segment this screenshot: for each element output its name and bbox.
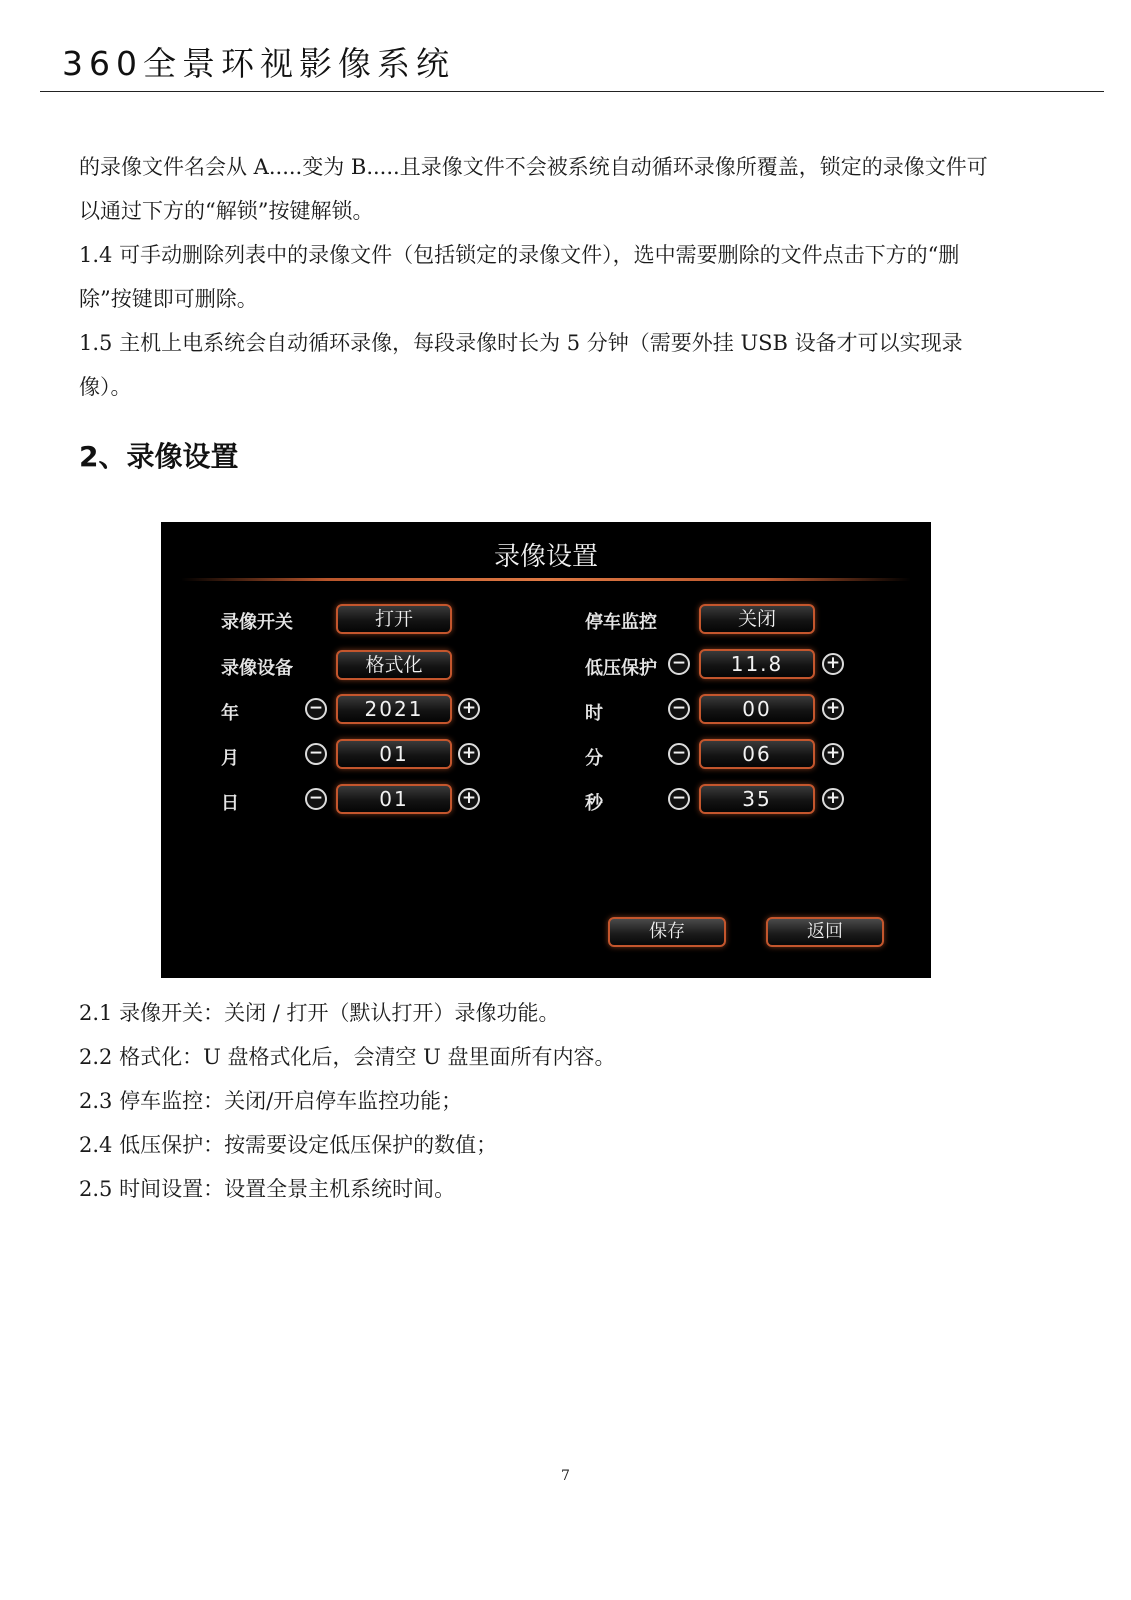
minute-label: 分 bbox=[585, 748, 603, 769]
parking-monitor-label: 停车监控 bbox=[585, 612, 657, 633]
page-number: 7 bbox=[561, 1468, 570, 1484]
note-item: 2.5 时间设置：设置全景主机系统时间。 bbox=[79, 1177, 456, 1201]
intro-paragraph: 1.5 主机上电系统会自动循环录像，每段录像时长为 5 分钟（需要外挂 USB 设备才可以实现录 bbox=[79, 331, 963, 355]
document-header-title: 360全景环视影像系统 bbox=[62, 44, 455, 83]
year-decrement-button[interactable]: − bbox=[305, 698, 327, 720]
notes-text-block bbox=[79, 991, 1029, 1211]
section-heading: 2、录像设置 bbox=[79, 440, 239, 473]
month-decrement-button[interactable]: − bbox=[305, 743, 327, 765]
back-button[interactable]: 返回 bbox=[766, 917, 884, 947]
hour-value: 00 bbox=[699, 694, 815, 724]
intro-paragraph: 除”按键即可删除。 bbox=[79, 287, 258, 311]
hour-increment-button[interactable]: + bbox=[822, 698, 844, 720]
year-label: 年 bbox=[221, 703, 239, 724]
header-divider bbox=[40, 91, 1104, 92]
format-button[interactable]: 格式化 bbox=[336, 650, 452, 680]
low-voltage-decrement-button[interactable]: − bbox=[668, 653, 690, 675]
minute-value: 06 bbox=[699, 739, 815, 769]
record-switch-label: 录像开关 bbox=[221, 612, 293, 633]
month-label: 月 bbox=[221, 748, 239, 769]
hour-decrement-button[interactable]: − bbox=[668, 698, 690, 720]
parking-monitor-button[interactable]: 关闭 bbox=[699, 604, 815, 634]
low-voltage-label: 低压保护 bbox=[585, 658, 657, 679]
low-voltage-increment-button[interactable]: + bbox=[822, 653, 844, 675]
minute-decrement-button[interactable]: − bbox=[668, 743, 690, 765]
intro-text-block bbox=[79, 145, 1029, 409]
intro-paragraph: 像）。 bbox=[79, 375, 132, 399]
record-device-label: 录像设备 bbox=[221, 658, 293, 679]
month-value: 01 bbox=[336, 739, 452, 769]
hour-label: 时 bbox=[585, 703, 603, 724]
second-decrement-button[interactable]: − bbox=[668, 788, 690, 810]
intro-paragraph: 的录像文件名会从 A.....变为 B.....且录像文件不会被系统自动循环录像所覆盖，锁定的录像文件可 bbox=[79, 155, 988, 179]
minute-increment-button[interactable]: + bbox=[822, 743, 844, 765]
note-item: 2.3 停车监控：关闭/开启停车监控功能； bbox=[79, 1089, 463, 1113]
note-item: 2.1 录像开关：关闭 / 打开（默认打开）录像功能。 bbox=[79, 1001, 560, 1025]
intro-paragraph: 1.4 可手动删除列表中的录像文件（包括锁定的录像文件），选中需要删除的文件点击下方的“删 bbox=[79, 243, 960, 267]
second-increment-button[interactable]: + bbox=[822, 788, 844, 810]
day-value: 01 bbox=[336, 784, 452, 814]
day-label: 日 bbox=[221, 793, 239, 814]
second-value: 35 bbox=[699, 784, 815, 814]
note-item: 2.4 低压保护：按需要设定低压保护的数值； bbox=[79, 1133, 498, 1157]
title-underline bbox=[181, 578, 911, 581]
year-increment-button[interactable]: + bbox=[458, 698, 480, 720]
screen-title: 录像设置 bbox=[493, 542, 598, 572]
intro-paragraph: 以通过下方的“解锁”按键解锁。 bbox=[79, 199, 374, 223]
year-value: 2021 bbox=[336, 694, 452, 724]
record-switch-button[interactable]: 打开 bbox=[336, 604, 452, 634]
save-button[interactable]: 保存 bbox=[608, 917, 726, 947]
second-label: 秒 bbox=[585, 793, 603, 814]
day-increment-button[interactable]: + bbox=[458, 788, 480, 810]
record-settings-screenshot bbox=[161, 522, 931, 978]
note-item: 2.2 格式化：U 盘格式化后，会清空 U 盘里面所有内容。 bbox=[79, 1045, 616, 1069]
day-decrement-button[interactable]: − bbox=[305, 788, 327, 810]
low-voltage-value: 11.8 bbox=[699, 649, 815, 679]
month-increment-button[interactable]: + bbox=[458, 743, 480, 765]
